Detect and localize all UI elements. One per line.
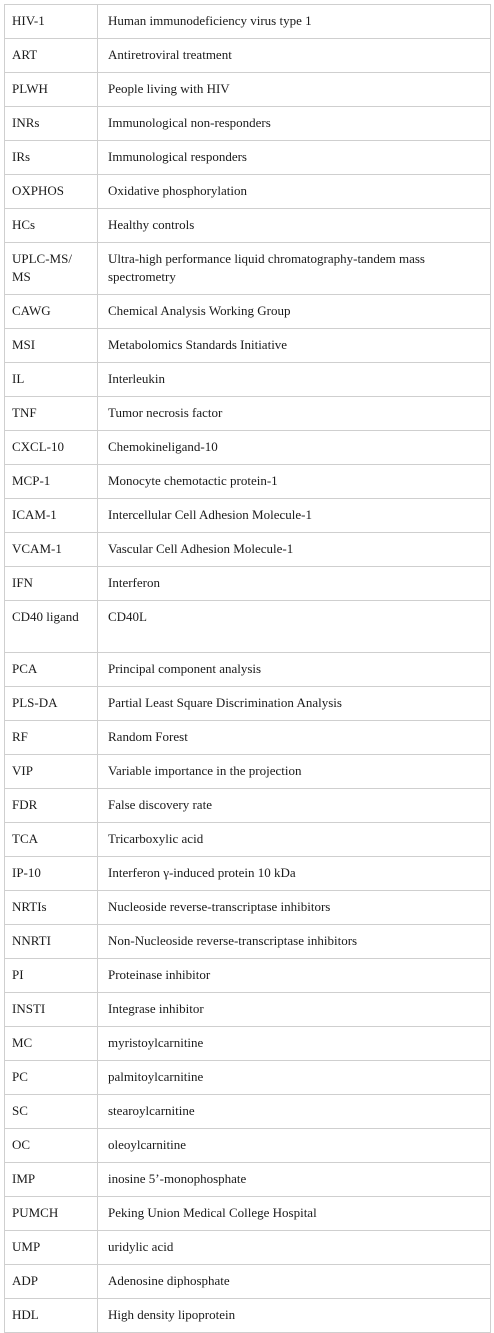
abbreviation-cell: VCAM-1 [5, 533, 98, 567]
definition-cell: Proteinase inhibitor [98, 959, 491, 993]
table-row [5, 959, 491, 993]
definition-cell: Non-Nucleoside reverse-transcriptase inhibitors [98, 925, 491, 959]
abbreviation-cell: IMP [5, 1163, 98, 1197]
table-row [5, 1027, 491, 1061]
abbreviation-cell: ART [5, 39, 98, 73]
abbreviation-cell: PUMCH [5, 1197, 98, 1231]
definition-cell: Partial Least Square Discrimination Analysis [98, 687, 491, 721]
definition-cell: Healthy controls [98, 209, 491, 243]
table-row [5, 73, 491, 107]
table-row [5, 789, 491, 823]
table-row [5, 243, 491, 295]
definition-cell: Oxidative phosphorylation [98, 175, 491, 209]
abbreviation-cell: MCP-1 [5, 465, 98, 499]
abbreviation-cell: OXPHOS [5, 175, 98, 209]
definition-cell: Adenosine diphosphate [98, 1265, 491, 1299]
definition-cell: Interferon [98, 567, 491, 601]
abbreviation-cell: IP-10 [5, 857, 98, 891]
abbreviation-cell: TNF [5, 397, 98, 431]
abbreviation-cell: TCA [5, 823, 98, 857]
definition-cell: Antiretroviral treatment [98, 39, 491, 73]
definition-cell: Immunological non-responders [98, 107, 491, 141]
abbreviation-cell: UMP [5, 1231, 98, 1265]
definition-cell: myristoylcarnitine [98, 1027, 491, 1061]
abbreviation-cell: RF [5, 721, 98, 755]
table-row [5, 1265, 491, 1299]
abbreviation-cell: HDL [5, 1299, 98, 1333]
table-row [5, 363, 491, 397]
table-row [5, 175, 491, 209]
abbreviation-cell: NNRTI [5, 925, 98, 959]
table-row [5, 499, 491, 533]
abbreviation-cell: IRs [5, 141, 98, 175]
table-row [5, 1095, 491, 1129]
definition-cell: Chemokineligand-10 [98, 431, 491, 465]
table-row [5, 1299, 491, 1333]
abbreviation-cell: OC [5, 1129, 98, 1163]
table-row [5, 687, 491, 721]
table-row [5, 721, 491, 755]
definition-cell: Variable importance in the projection [98, 755, 491, 789]
definition-cell: Interferon γ-induced protein 10 kDa [98, 857, 491, 891]
table-row [5, 465, 491, 499]
abbreviation-cell: MSI [5, 329, 98, 363]
definition-cell: Monocyte chemotactic protein-1 [98, 465, 491, 499]
definition-cell: Vascular Cell Adhesion Molecule-1 [98, 533, 491, 567]
abbreviation-cell: PCA [5, 653, 98, 687]
abbreviations-table-body [5, 5, 491, 1333]
abbreviation-cell: FDR [5, 789, 98, 823]
abbreviation-cell: IFN [5, 567, 98, 601]
definition-cell: High density lipoprotein [98, 1299, 491, 1333]
abbreviations-table-container [4, 4, 490, 1333]
abbreviation-cell: MC [5, 1027, 98, 1061]
table-row [5, 209, 491, 243]
definition-cell: Random Forest [98, 721, 491, 755]
table-row [5, 1163, 491, 1197]
definition-cell: Human immunodeficiency virus type 1 [98, 5, 491, 39]
table-row [5, 329, 491, 363]
definition-cell: CD40L [98, 601, 491, 653]
abbreviation-cell: IL [5, 363, 98, 397]
abbreviation-cell: CD40 ligand [5, 601, 98, 653]
table-row [5, 755, 491, 789]
definition-cell: Interleukin [98, 363, 491, 397]
definition-cell: Ultra-high performance liquid chromatography-tandem mass spectrometry [98, 243, 491, 295]
table-row [5, 925, 491, 959]
abbreviation-cell: HIV-1 [5, 5, 98, 39]
definition-cell: palmitoylcarnitine [98, 1061, 491, 1095]
abbreviation-cell: INRs [5, 107, 98, 141]
abbreviation-cell: PLWH [5, 73, 98, 107]
table-row [5, 295, 491, 329]
definition-cell: Metabolomics Standards Initiative [98, 329, 491, 363]
abbreviation-cell: NRTIs [5, 891, 98, 925]
definition-cell: oleoylcarnitine [98, 1129, 491, 1163]
definition-cell: Nucleoside reverse-transcriptase inhibitors [98, 891, 491, 925]
table-row [5, 431, 491, 465]
abbreviation-cell: PC [5, 1061, 98, 1095]
definition-cell: False discovery rate [98, 789, 491, 823]
table-row [5, 39, 491, 73]
table-row [5, 5, 491, 39]
abbreviation-cell: INSTI [5, 993, 98, 1027]
table-row [5, 891, 491, 925]
table-row [5, 1231, 491, 1265]
table-row [5, 107, 491, 141]
table-row [5, 601, 491, 653]
table-row [5, 141, 491, 175]
abbreviation-cell: PLS-DA [5, 687, 98, 721]
abbreviation-cell: PI [5, 959, 98, 993]
abbreviation-cell: UPLC-MS/ MS [5, 243, 98, 295]
table-row [5, 533, 491, 567]
definition-cell: uridylic acid [98, 1231, 491, 1265]
abbreviation-cell: CXCL-10 [5, 431, 98, 465]
definition-cell: Intercellular Cell Adhesion Molecule-1 [98, 499, 491, 533]
table-row [5, 653, 491, 687]
definition-cell: Chemical Analysis Working Group [98, 295, 491, 329]
definition-cell: Immunological responders [98, 141, 491, 175]
abbreviation-cell: CAWG [5, 295, 98, 329]
table-row [5, 823, 491, 857]
table-row [5, 397, 491, 431]
definition-cell: Integrase inhibitor [98, 993, 491, 1027]
definition-cell: People living with HIV [98, 73, 491, 107]
definition-cell: Tumor necrosis factor [98, 397, 491, 431]
definition-cell: Tricarboxylic acid [98, 823, 491, 857]
abbreviation-cell: VIP [5, 755, 98, 789]
abbreviation-cell: ADP [5, 1265, 98, 1299]
abbreviation-cell: ICAM-1 [5, 499, 98, 533]
table-row [5, 993, 491, 1027]
definition-cell: stearoylcarnitine [98, 1095, 491, 1129]
definition-cell: Principal component analysis [98, 653, 491, 687]
table-row [5, 857, 491, 891]
abbreviation-cell: HCs [5, 209, 98, 243]
table-row [5, 567, 491, 601]
abbreviation-cell: SC [5, 1095, 98, 1129]
table-row [5, 1061, 491, 1095]
table-row [5, 1197, 491, 1231]
table-row [5, 1129, 491, 1163]
abbreviations-table [4, 4, 491, 1333]
definition-cell: inosine 5’-monophosphate [98, 1163, 491, 1197]
definition-cell: Peking Union Medical College Hospital [98, 1197, 491, 1231]
